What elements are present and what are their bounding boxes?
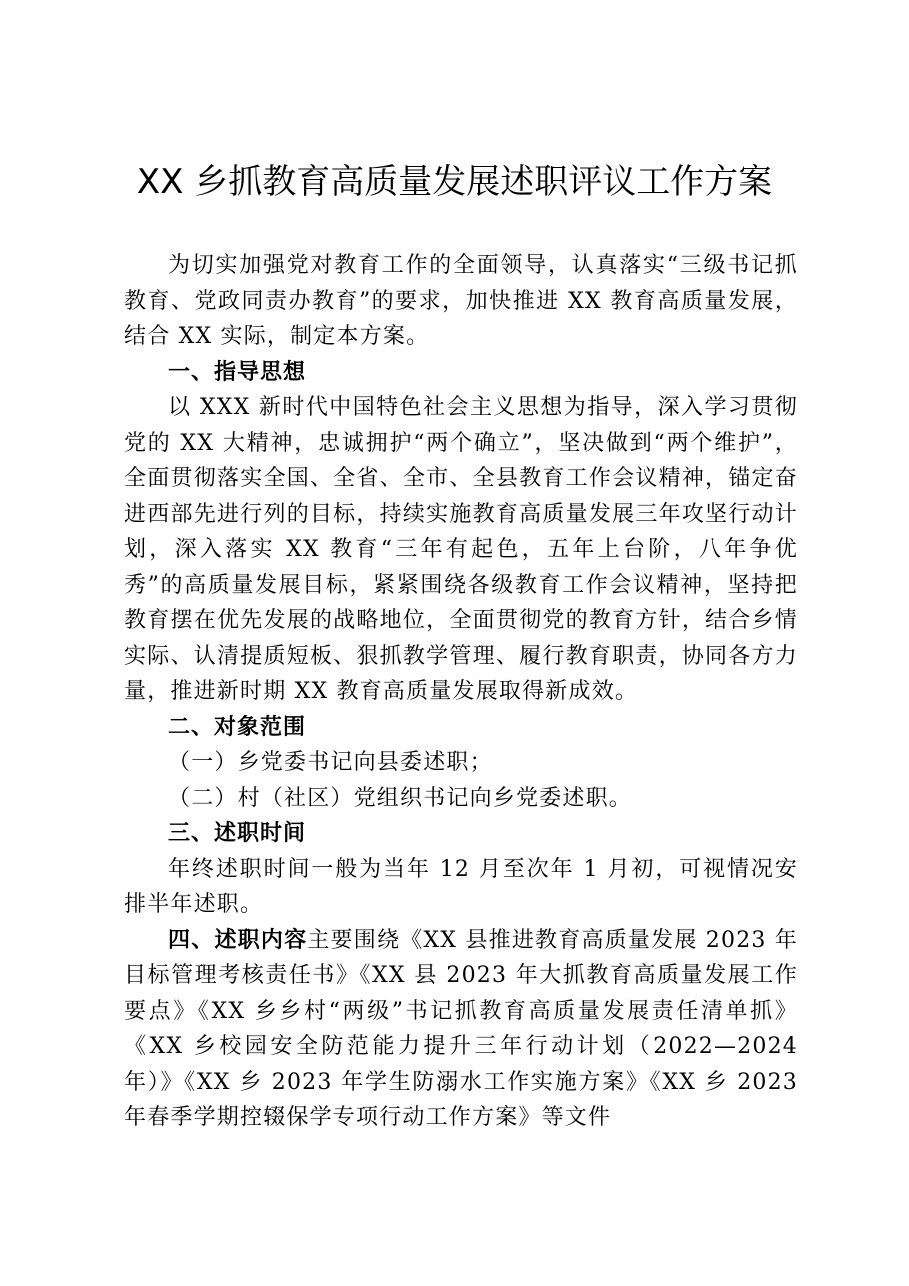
document-title: XX 乡抓教育高质量发展述职评议工作方案 [136, 162, 773, 202]
intro-paragraph: 为切实加强党对教育工作的全面领导，认真落实“三级书记抓教育、党政同责办教育”的要求，加快推进 XX 教育高质量发展，结合 XX 实际，制定本方案。 [124, 253, 798, 349]
scope-item-1: （一）乡党委书记向县委述职； [168, 750, 493, 775]
section-heading-time: 三、述职时间 [168, 821, 307, 846]
section-heading-content: 四、述职内容 [168, 927, 308, 953]
section-text-content: 主要围绕《XX 县推进教育高质量发展 2023 年目标管理考核责任书》《XX 县 2023 年大抓教育高质量发展工作要点》《XX 乡乡村“两级”书记抓教育高质量发展责任清单抓》《XX 乡校园安全防范能力提升三年行动计划（2022—2024 年）》《XX 乡 2023 年学生防溺水工作实施方案》《XX 乡 2023 年春季学期控辍保学专项行动工作方案》等文件 [124, 927, 798, 1130]
section-heading-scope: 二、对象范围 [168, 714, 307, 740]
section-paragraph-content [124, 923, 798, 1136]
document-body [124, 248, 798, 1136]
section-heading-guiding-ideology: 一、指导思想 [168, 359, 307, 385]
section-paragraph-time: 年终述职时间一般为当年 12 月至次年 1 月初，可视情况安排半年述职。 [124, 856, 798, 917]
scope-item-2: （二）村（社区）党组织书记向乡党委述职。 [168, 785, 633, 811]
section-paragraph-guiding-ideology: 以 XXX 新时代中国特色社会主义思想为指导，深入学习贯彻党的 XX 大精神，忠诚拥护“两个确立”，坚决做到“两个维护”，全面贯彻落实全国、全省、全市、全县教育工作会议精神，锚定奋进西部先进行列的目标，持续实施教育高质量发展三年攻坚行动计划，深入落实 XX 教育“三年有起色，五年上台阶，八年争优秀”的高质量发展目标，紧紧围绕各级教育工作会议精神，坚持把教育摆在优先发展的战略地位，全面贯彻党的教育方针，结合乡情实际、认清提质短板、狠抓教学管理、履行教育职责，协同各方力量，推进新时期 XX 教育高质量发展取得新成效。 [124, 395, 798, 704]
